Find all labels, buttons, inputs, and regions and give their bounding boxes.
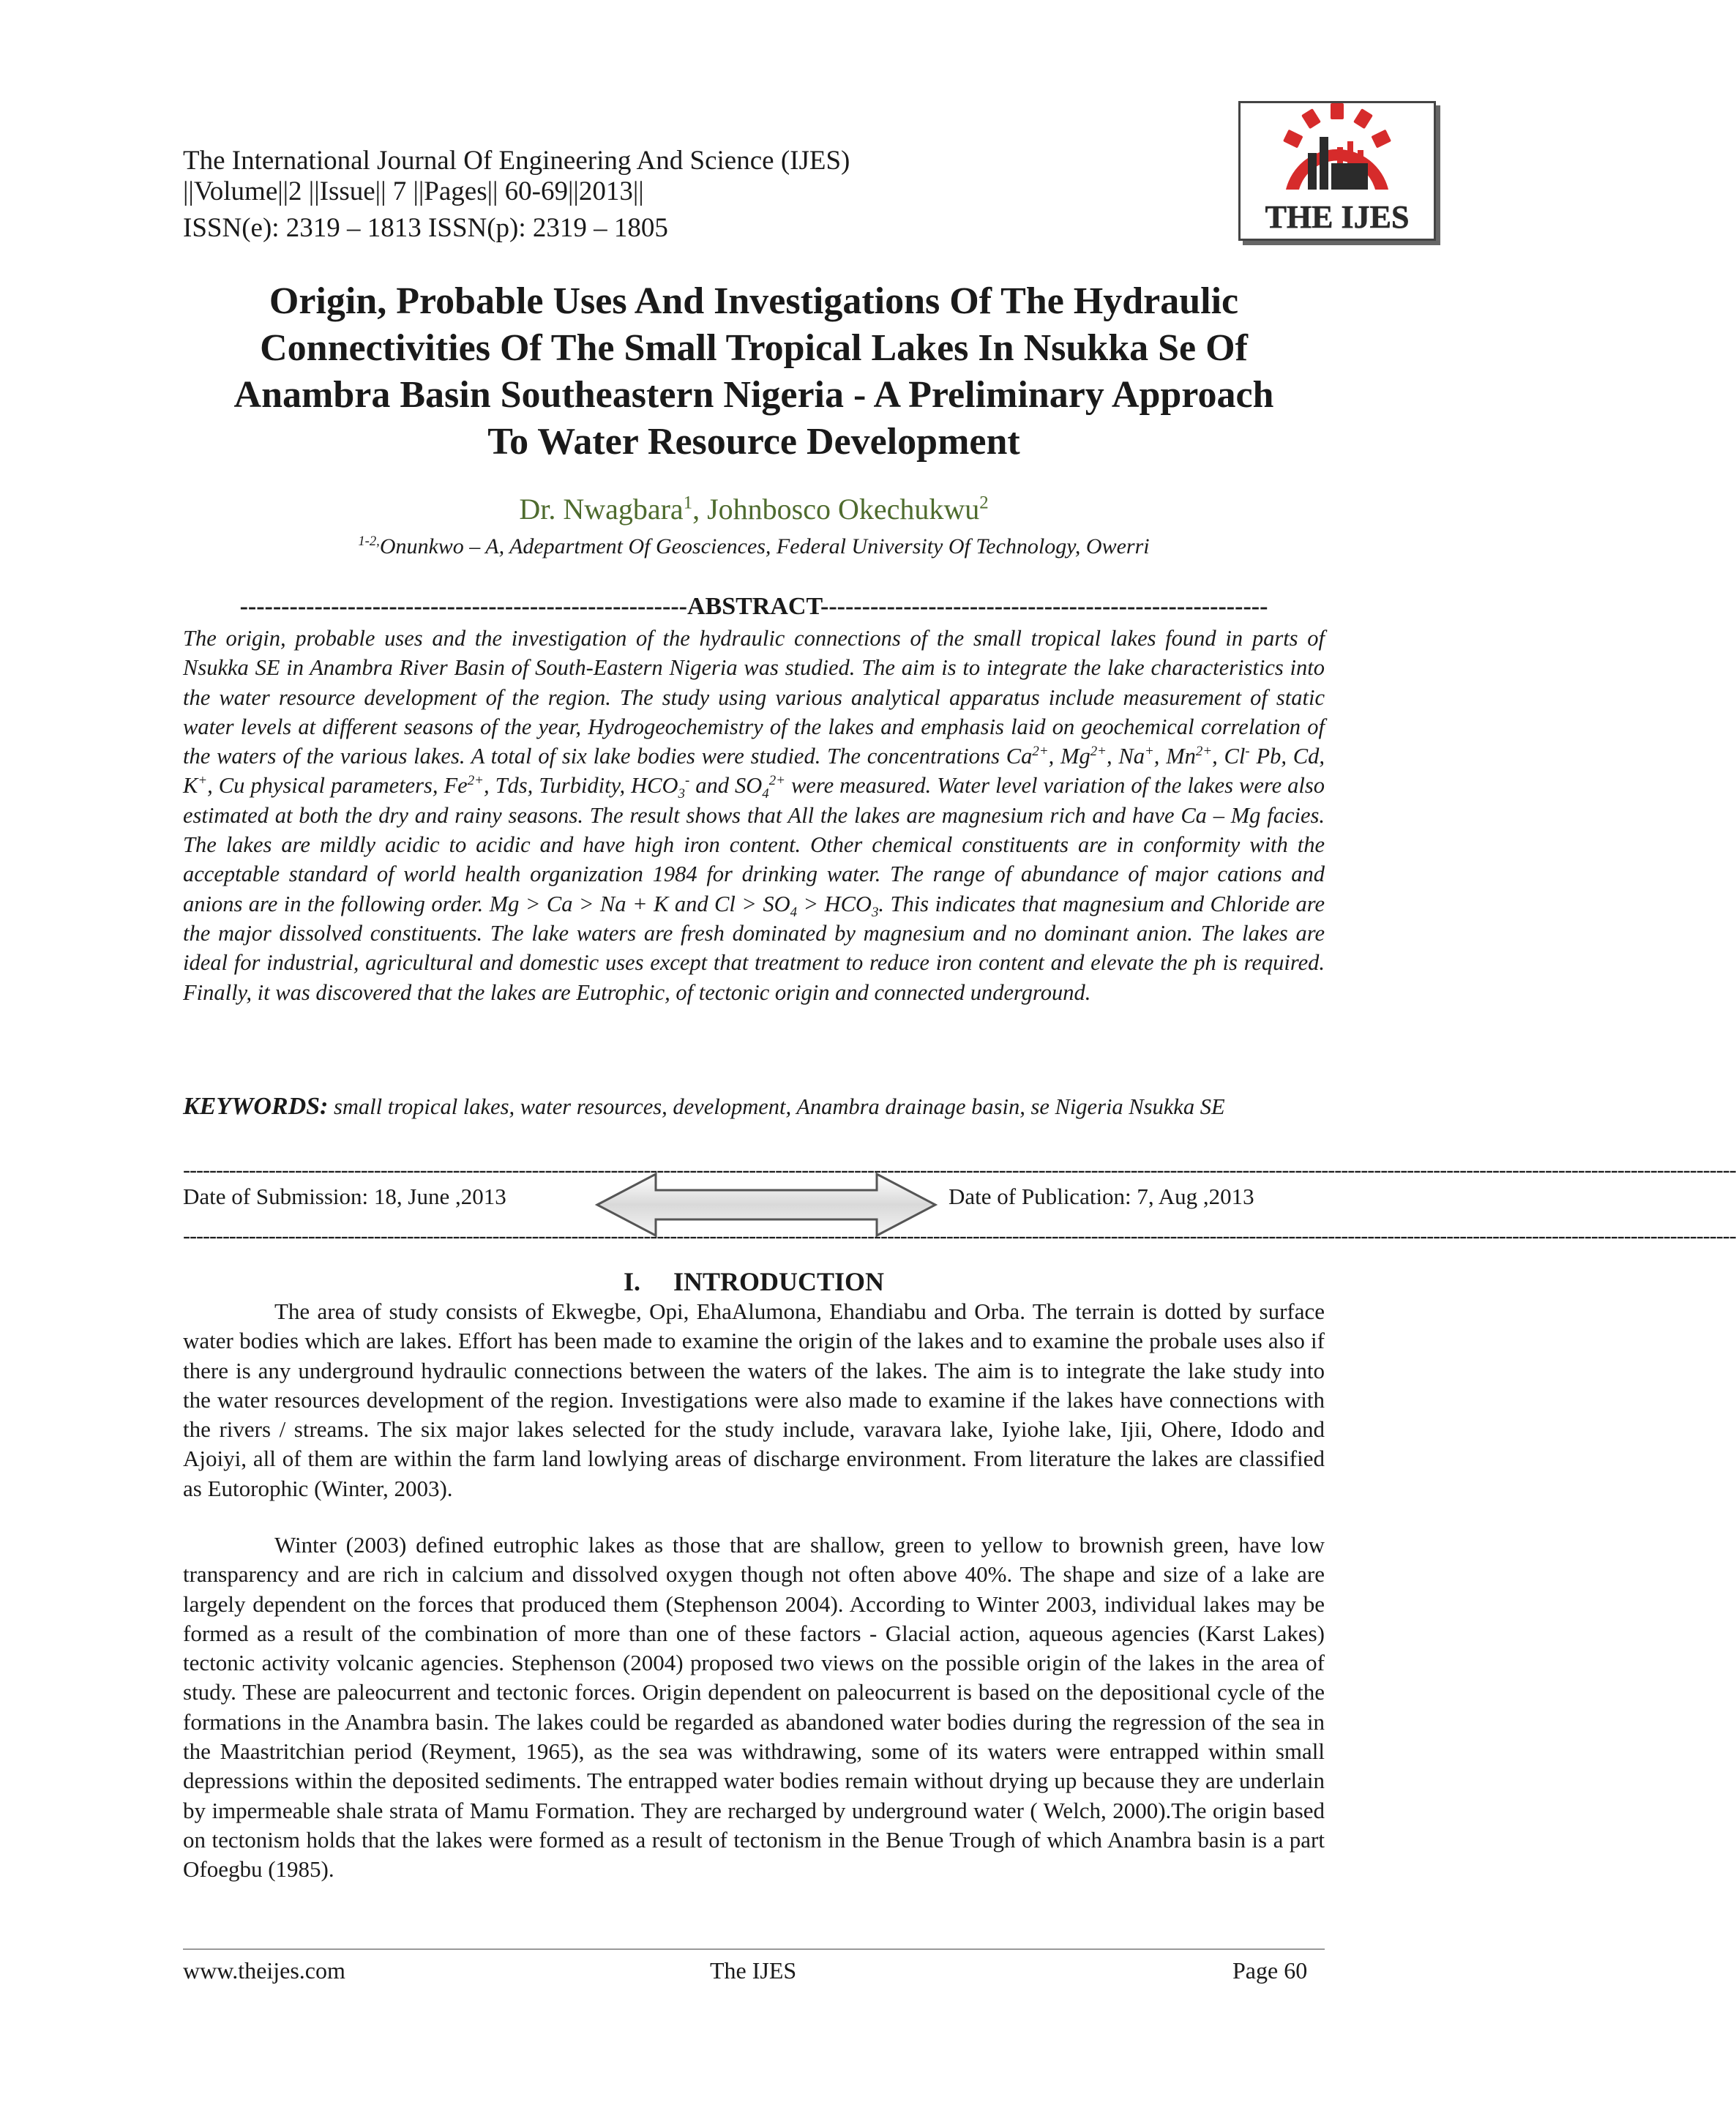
footer-journal: The IJES (710, 1957, 797, 1984)
affiliation-text: Onunkwo – A, Adepartment Of Geosciences, Federal University Of Technology, Owerri (379, 534, 1150, 558)
abstract-label: ABSTRACT (686, 593, 821, 620)
author-2: Johnbosco Okechukwu (707, 493, 980, 526)
title-line-4: To Water Resource Development (487, 421, 1020, 463)
author-list (183, 492, 1325, 526)
abstract-subscript: 4 (790, 904, 798, 920)
author-separator: , (692, 493, 708, 526)
abstract-text (183, 624, 1325, 1007)
abstract-segment: , Cu physical parameters, Fe (207, 773, 468, 799)
abstract-rule-right: ------------------------------------------------------ (820, 593, 1268, 620)
date-rule-bottom: -------------------------------------------------------------------------------------------------------------------------------------------------------------------------------------------------------------------------------------------- (183, 1224, 1736, 1248)
section-heading-introduction (183, 1266, 1325, 1297)
abstract-subscript: 3 (871, 904, 879, 920)
title-line-3: Anambra Basin Southeastern Nigeria - A Preliminary Approach (233, 374, 1274, 416)
journal-logo (1238, 101, 1436, 241)
keywords-text: small tropical lakes, water resources, development, Anambra drainage basin, se Nigeria Nsukka SE (328, 1094, 1225, 1119)
keywords-label: KEYWORDS: (183, 1093, 329, 1120)
paper-title (183, 278, 1325, 466)
abstract-segment: , Na (1106, 744, 1145, 769)
date-rule-top: -------------------------------------------------------------------------------------------------------------------------------------------------------------------------------------------------------------------------------------------- (183, 1158, 1736, 1182)
abstract-segment: , Mg (1048, 744, 1090, 769)
submission-date: Date of Submission: 18, June ,2013 (183, 1184, 506, 1209)
abstract-superscript: + (1144, 744, 1154, 760)
intro-paragraph-1: The area of study consists of Ekwegbe, Opi, EhaAlumona, Ehandiabu and Orba. The terrain is dotted by surface water bodies which are lakes. Effort has been made to examine the origin of the lakes and to examine the probale uses also if there is any underground hydraulic connections between the waters of the lakes. The aim is to integrate the lake study into the water resources development of the region. Investigations were also made to examine if the lakes have connections with the rivers / streams. The six major lakes selected for the study include, varavara lake, Iyiohe lake, Ijii, Ohere, Idodo and Ajoiyi, all of them are within the farm land lowlying areas of discharge environment. From literature the lakes are classified as Eutorophic (Winter, 2003). (183, 1298, 1325, 1501)
affiliation-superscript: 1-2, (358, 534, 380, 549)
journal-volume-info: ||Volume||2 ||Issue|| 7 ||Pages|| 60-69||2013|| (183, 176, 644, 206)
author-1: Dr. Nwagbara (519, 493, 684, 526)
abstract-superscript: - (684, 773, 690, 789)
abstract-segment: The origin, probable uses and the investigation of the hydraulic connections of the small tropical lakes found in parts of Nsukka SE in Anambra River Basin of South-Eastern Nigeria was studied. The aim is to integrate the lake characteristics into the water resource development of the region. The study using various analytical apparatus include measurement of static water levels at different seasons of the year, Hydrogeochemistry of the lakes and emphasis laid on geochemical correlation of the waters of the various lakes. A total of six lake bodies were studied. The concentrations Ca (183, 626, 1325, 769)
intro-paragraph-2: Winter (2003) defined eutrophic lakes as those that are shallow, green to yellow to brownish green, have low transparency and are rich in calcium and dissolved oxygen though not often above 40%. The shape and size of a lake are largely dependent on the forces that produced them (Stephenson 2004). According to Winter 2003, individual lakes may be formed as a result of the combination of more than one of these factors - Glacial action, aqueous agencies (Karst Lakes) tectonic activity volcanic agencies. Stephenson (2004) proposed two views on the possible origin of the lakes in the area of study. These are paleocurrent and tectonic forces. Origin dependent on paleocurrent is based on the depositional cycle of the formations in the Anambra basin. The lakes could be regarded as abandoned water bodies during the regression of the sea in the Maastritchian period (Reyment, 1965), as the sea was withdrawing, some of its waters were entrapped within small depressions within the deposited sediments. The entrapped water bodies remain without drying up because they are underlain by impermeable shale strata of Mamu Formation. They are recharged by underground water ( Welch, 2000).The origin based on tectonism holds that the lakes were formed as a result of tectonism in the Benue Trough of which Anambra basin is a part Ofoegbu (1985). (183, 1532, 1325, 1883)
footer-divider (183, 1948, 1325, 1950)
section-title: INTRODUCTION (673, 1267, 885, 1296)
abstract-segment: , Tds, Turbidity, HCO (483, 773, 678, 799)
abstract-superscript: 2+ (467, 773, 484, 789)
affiliation (183, 534, 1325, 559)
abstract-segment: , Cl (1212, 744, 1246, 769)
abstract-superscript: - (1245, 744, 1250, 760)
abstract-heading (183, 594, 1325, 619)
title-line-1: Origin, Probable Uses And Investigations Of The Hydraulic (269, 280, 1239, 322)
keywords (183, 1092, 1325, 1121)
journal-issn: ISSN(e): 2319 – 1813 ISSN(p): 2319 – 1805 (183, 213, 668, 243)
abstract-segment: . This indicates that magnesium and Chloride are the major dissolved constituents. The lake waters are fresh dominated by magnesium and no dominant anion. The lakes are ideal for industrial, agricultural and domestic uses except that treatment to reduce iron content and elevate the ph is required. Finally, it was discovered that the lakes are Eutrophic, of tectonic origin and connected underground. (183, 891, 1325, 1005)
publication-date: Date of Publication: 7, Aug ,2013 (949, 1184, 1254, 1209)
abstract-superscript: 2+ (1090, 744, 1107, 760)
ijes-gear-logo-icon (1241, 103, 1434, 239)
logo-text: THE IJES (1265, 199, 1410, 235)
abstract-rule-left: ------------------------------------------------------ (239, 593, 687, 620)
author-1-superscript: 1 (683, 493, 693, 513)
abstract-subscript: 4 (762, 786, 769, 802)
footer-website[interactable]: www.theijes.com (183, 1957, 345, 1984)
author-2-superscript: 2 (979, 493, 989, 513)
abstract-segment: Pb, Cd, K (183, 744, 1325, 799)
abstract-segment: and SO (689, 773, 763, 799)
footer-page-number: Page 60 (1232, 1957, 1308, 1984)
abstract-segment: were measured. Water level variation of the lakes were also estimated at both the dry and rainy seasons. The result shows that All the lakes are magnesium rich and have Ca – Mg facies. The lakes are mildly acidic to acidic and have high iron content. Other chemical constituents are in conformity with the acceptable standard of world health organization 1984 for drinking water. The range of abundance of major cations and anions are in the following order. Mg > Ca > Na + K and Cl > SO (183, 773, 1325, 916)
abstract-subscript: 3 (678, 786, 685, 802)
abstract-superscript: 2+ (1195, 744, 1213, 760)
section-number: I. (623, 1267, 640, 1296)
journal-name: The International Journal Of Engineering And Science (IJES) (183, 146, 850, 176)
abstract-segment: > HCO (797, 891, 872, 916)
abstract-superscript: 2+ (1032, 744, 1049, 760)
abstract-segment: , Mn (1153, 744, 1196, 769)
abstract-superscript: 2+ (768, 773, 785, 789)
title-line-2: Connectivities Of The Small Tropical Lakes In Nsukka Se Of (260, 327, 1248, 369)
abstract-superscript: + (198, 773, 208, 789)
